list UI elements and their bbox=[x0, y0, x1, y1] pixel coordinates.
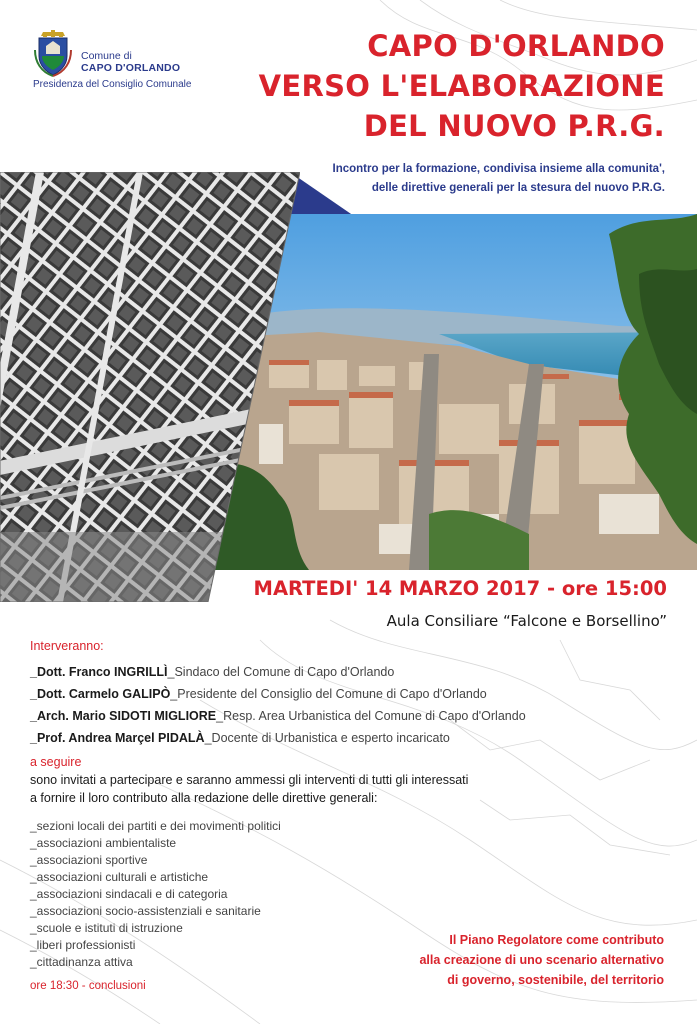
street-map-image bbox=[0, 172, 300, 602]
group-item: _associazioni sportive bbox=[30, 853, 148, 867]
speaker-role: _Docente di Urbanistica e esperto incaricato bbox=[204, 731, 450, 745]
group-item: _scuole e istituti di istruzione bbox=[30, 921, 183, 935]
speaker-name: _Dott. Carmelo GALIPÒ bbox=[30, 687, 171, 701]
speaker-item bbox=[30, 661, 526, 683]
title-line: DEL NUOVO P.R.G. bbox=[363, 109, 665, 143]
speakers-list bbox=[30, 661, 526, 749]
speaker-role: _Sindaco del Comune di Capo d'Orlando bbox=[167, 665, 395, 679]
speaker-name: _Dott. Franco INGRILLÌ bbox=[30, 665, 168, 679]
speaker-role: _Presidente del Consiglio del Comune di Capo d'Orlando bbox=[170, 687, 487, 701]
org-city: CAPO D'ORLANDO bbox=[81, 62, 181, 74]
group-item: _associazioni sindacali e di categoria bbox=[30, 887, 228, 901]
title-line: VERSO L'ELABORAZIONE bbox=[258, 69, 665, 103]
closing-line: di governo, sostenibile, del territorio bbox=[447, 973, 664, 987]
speaker-name: _Prof. Andrea Marçel PIDALÀ bbox=[30, 731, 205, 745]
group-item: _associazioni culturali e artistiche bbox=[30, 870, 209, 884]
event-place: Aula Consiliare “Falcone e Borsellino” bbox=[386, 612, 667, 630]
intro-text bbox=[333, 160, 665, 198]
speaker-name: _Arch. Mario SIDOTI MIGLIORE bbox=[30, 709, 217, 723]
speaker-item bbox=[30, 705, 526, 727]
closing-line: alla creazione di uno scenario alternativo bbox=[419, 953, 664, 967]
group-item: _associazioni socio-assistenziali e sanitarie bbox=[30, 904, 261, 918]
group-item: _cittadinanza attiva bbox=[30, 955, 133, 969]
speakers-heading: Interveranno: bbox=[30, 639, 104, 653]
follow-line: sono invitati a partecipare e saranno ammessi gli interventi di tutti gli interessati bbox=[30, 773, 469, 787]
group-item: _sezioni locali dei partiti e dei movimenti politici bbox=[30, 819, 281, 833]
intro-line: Incontro per la formazione, condivisa insieme alla comunita', bbox=[332, 163, 665, 175]
org-name: Comune di bbox=[81, 50, 132, 62]
closing-statement bbox=[419, 930, 664, 990]
group-item: _liberi professionisti bbox=[30, 938, 136, 952]
follow-line: a fornire il loro contributo alla redazione delle direttive generali: bbox=[30, 791, 378, 805]
title-line: CAPO D'ORLANDO bbox=[367, 29, 665, 63]
intro-line: delle direttive generali per la stesura del nuovo P.R.G. bbox=[371, 182, 665, 194]
speaker-role: _Resp. Area Urbanistica del Comune di Capo d'Orlando bbox=[216, 709, 526, 723]
invited-groups-list bbox=[30, 818, 281, 971]
conclusion-time: ore 18:30 - conclusioni bbox=[30, 980, 146, 992]
event-date: MARTEDI' 14 MARZO 2017 - ore 15:00 bbox=[253, 577, 667, 600]
group-item: _associazioni ambientaliste bbox=[30, 836, 177, 850]
follow-text bbox=[30, 771, 468, 807]
page-title bbox=[259, 26, 665, 146]
speaker-item bbox=[30, 727, 526, 749]
municipal-coat-of-arms bbox=[33, 30, 73, 78]
speaker-item bbox=[30, 683, 526, 705]
closing-line: Il Piano Regolatore come contributo bbox=[449, 933, 664, 947]
follow-heading: a seguire bbox=[30, 755, 82, 769]
org-subtitle: Presidenza del Consiglio Comunale bbox=[33, 79, 192, 90]
